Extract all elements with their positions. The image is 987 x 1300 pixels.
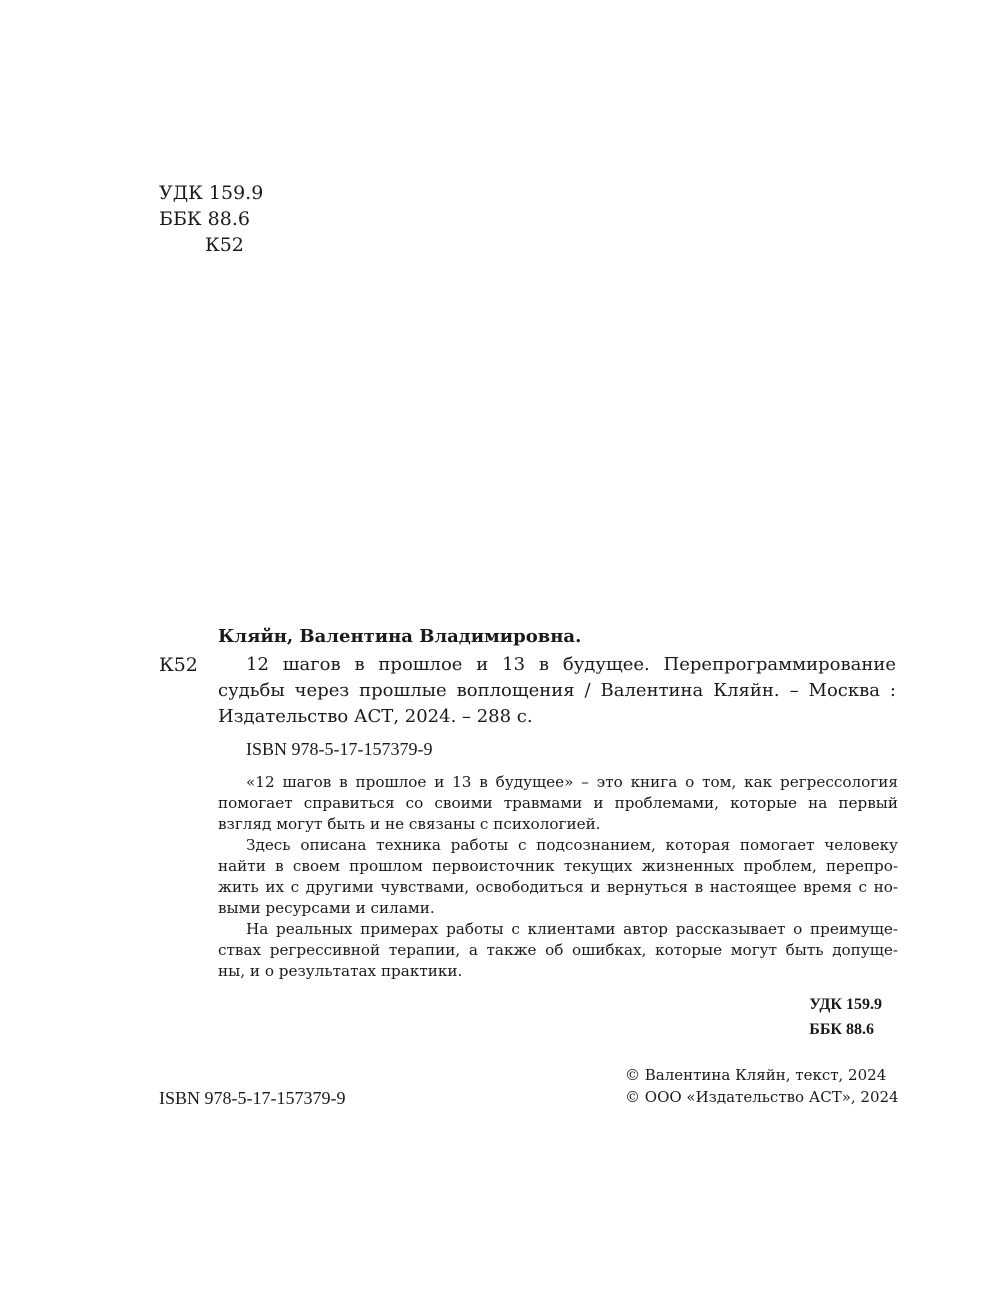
bbk-code: ББК 88.6	[809, 1021, 875, 1038]
annotation-line: помогает справиться со своими травмами и проблемами, которые на первый	[218, 794, 898, 812]
annotation	[218, 772, 898, 982]
annotation-paragraph	[218, 919, 898, 982]
annotation-line: «12 шагов в прошлое и 13 в будущее» – это книга о том, как регрессология	[246, 773, 898, 791]
copyright-author: © Валентина Кляйн, текст, 2024	[625, 1066, 887, 1084]
annotation-line: жить их с другими чувствами, освободиться и вернуться в настоящее время с но-	[218, 878, 898, 896]
copyright-publisher: © ООО «Издательство АСТ», 2024	[625, 1088, 899, 1106]
annotation-paragraph	[218, 772, 898, 835]
description-line: Издательство АСТ, 2024. – 288 с.	[218, 706, 533, 727]
annotation-paragraph	[218, 835, 898, 919]
udk-code: УДК 159.9	[159, 182, 264, 204]
description-line: судьбы через прошлые воплощения / Валентина Кляйн. – Москва :	[218, 680, 896, 701]
copyright-notice	[625, 1064, 899, 1108]
annotation-line: найти в своем прошлом первоисточник текущих жизненных проблем, перепро-	[218, 857, 898, 875]
annotation-line: ны, и о результатах практики.	[218, 962, 463, 980]
author-heading: Кляйн, Валентина Владимировна.	[218, 626, 582, 647]
annotation-line: На реальных примерах работы с клиентами автор рассказывает о преимуще-	[246, 920, 898, 938]
bibliographic-description	[218, 652, 896, 730]
record-cutter-code: К52	[159, 654, 198, 676]
classification-codes-top	[159, 180, 263, 258]
isbn-record: ISBN 978-5-17-157379-9	[246, 739, 433, 759]
annotation-line: взгляд могут быть и не связаны с психологией.	[218, 815, 601, 833]
classification-codes-right	[809, 992, 882, 1042]
udk-code: УДК 159.9	[809, 996, 882, 1013]
isbn-bottom: ISBN 978-5-17-157379-9	[159, 1088, 346, 1108]
description-line: 12 шагов в прошлое и 13 в будущее. Перепрограммирование	[246, 654, 896, 675]
annotation-line: ствах регрессивной терапии, а также об ошибках, которые могут быть допуще-	[218, 941, 898, 959]
author-cutter-code: К52	[205, 234, 244, 256]
annotation-line: выми ресурсами и силами.	[218, 899, 435, 917]
annotation-line: Здесь описана техника работы с подсознанием, которая помогает человеку	[246, 836, 898, 854]
bbk-code: ББК 88.6	[159, 208, 250, 230]
